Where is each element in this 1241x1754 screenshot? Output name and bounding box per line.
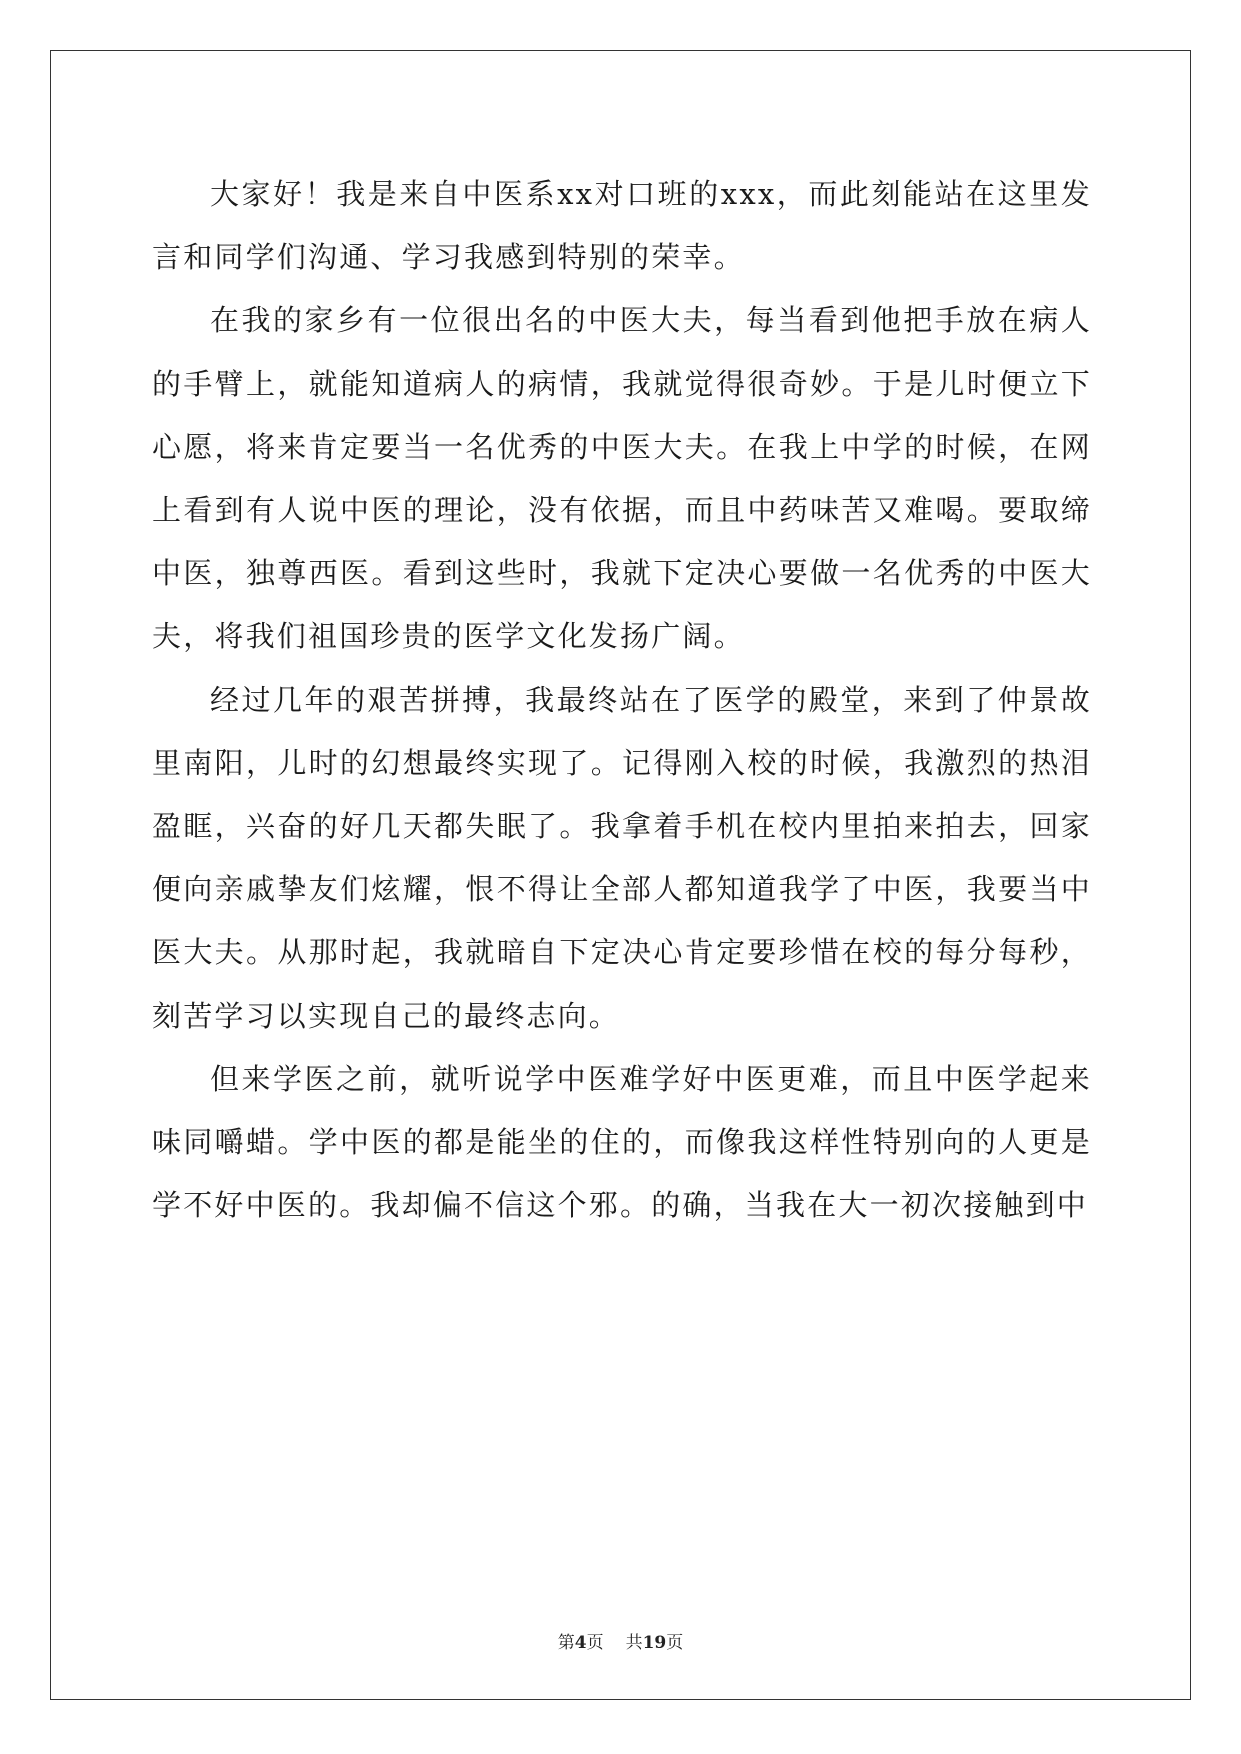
paragraph: 大家好！我是来自中医系xx对口班的xxx，而此刻能站在这里发言和同学们沟通、学习我感到特别的荣幸。 bbox=[152, 177, 1092, 275]
page-footer bbox=[0, 1628, 1241, 1653]
total-suffix: 页 bbox=[666, 1633, 684, 1653]
page-number: 4 bbox=[574, 1633, 587, 1653]
total-pages: 19 bbox=[642, 1633, 667, 1653]
total-prefix: 共 bbox=[625, 1633, 643, 1653]
page-prefix: 第 bbox=[557, 1633, 575, 1653]
paragraph: 经过几年的艰苦拼搏，我最终站在了医学的殿堂，来到了仲景故里南阳，儿时的幻想最终实现了。记得刚入校的时候，我激烈的热泪盈眶，兴奋的好几天都失眠了。我拿着手机在校内里拍来拍去，回家便向亲戚挚友们炫耀，恨不得让全部人都知道我学了中医，我要当中医大夫。从那时起，我就暗自下定决心肯定要珍惜在校的每分每秒，刻苦学习以实现自己的最终志向。 bbox=[152, 682, 1092, 1033]
paragraph: 在我的家乡有一位很出名的中医大夫，每当看到他把手放在病人的手臂上，就能知道病人的病情，我就觉得很奇妙。于是儿时便立下心愿，将来肯定要当一名优秀的中医大夫。在我上中学的时候，在网上看到有人说中医的理论，没有依据，而且中药味苦又难喝。要取缔中医，独尊西医。看到这些时，我就下定决心要做一名优秀的中医大夫，将我们祖国珍贵的医学文化发扬广阔。 bbox=[152, 303, 1092, 654]
paragraph: 但来学医之前，就听说学中医难学好中医更难，而且中医学起来味同嚼蜡。学中医的都是能坐的住的，而像我这样性特别向的人更是学不好中医的。我却偏不信这个邪。的确，当我在大一初次接触到中 bbox=[152, 1061, 1092, 1223]
document-body bbox=[152, 163, 1092, 1237]
page-suffix: 页 bbox=[586, 1633, 604, 1653]
